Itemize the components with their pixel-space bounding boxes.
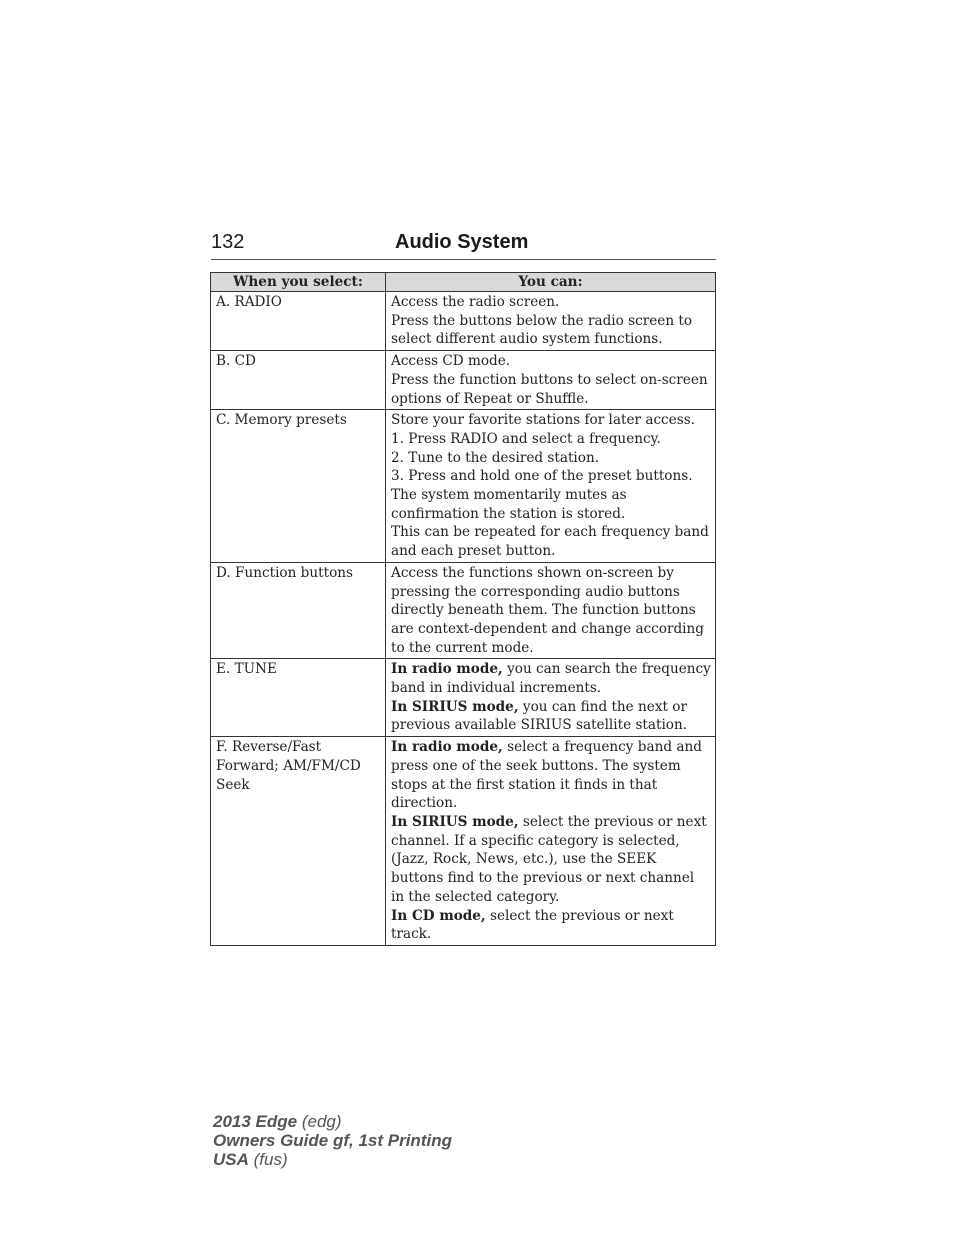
- description-line: [391, 698, 711, 735]
- description-text: Access CD mode.: [391, 353, 511, 370]
- footer-model-code: (edg): [297, 1112, 342, 1131]
- description-line: [391, 564, 711, 658]
- table-row: [211, 737, 716, 946]
- table-row: [211, 351, 716, 410]
- description-text: Store your favorite stations for later access.: [391, 412, 695, 429]
- table-row: [211, 562, 716, 659]
- description-line: [391, 449, 711, 468]
- table-body: [211, 292, 716, 946]
- footer-print-info: [213, 1112, 452, 1169]
- description-text: This can be repeated for each frequency band and each preset button.: [391, 524, 709, 560]
- page-header: [211, 229, 716, 260]
- row-select-cell: E. TUNE: [211, 659, 386, 737]
- description-text: Access the functions shown on-screen by pressing the corresponding audio buttons directly beneath them. The function buttons are context-dependent and change according to the current mode.: [391, 564, 704, 656]
- description-line: [391, 411, 711, 430]
- description-line: [391, 813, 711, 907]
- footer-line-guide: [213, 1131, 452, 1150]
- description-line: [391, 907, 711, 944]
- footer-market: USA: [213, 1150, 249, 1169]
- table-row: [211, 410, 716, 563]
- row-description-cell: [386, 737, 716, 946]
- description-text: you can find the next or previous available SIRIUS satellite station.: [391, 698, 688, 734]
- description-text: select a frequency band and press one of the seek buttons. The system stops at the first station it finds in that direction.: [391, 739, 702, 812]
- table-header-row: [211, 273, 716, 292]
- description-line: [391, 738, 711, 813]
- mode-label: In radio mode,: [391, 661, 503, 678]
- row-select-cell: A. RADIO: [211, 292, 386, 351]
- description-line: [391, 352, 711, 371]
- row-description-cell: [386, 659, 716, 737]
- column-header-can: You can:: [386, 273, 716, 292]
- description-text: Press the function buttons to select on-screen options of Repeat or Shuffle.: [391, 371, 708, 407]
- column-header-select: When you select:: [211, 273, 386, 292]
- description-line: [391, 523, 711, 560]
- table-row: [211, 659, 716, 737]
- mode-label: In SIRIUS mode,: [391, 813, 519, 830]
- footer-line-model: [213, 1112, 452, 1131]
- mode-label: In CD mode,: [391, 907, 486, 924]
- description-text: Press the buttons below the radio screen to select different audio system functions.: [391, 312, 693, 348]
- footer-model: 2013 Edge: [213, 1112, 298, 1131]
- description-line: [391, 660, 711, 697]
- mode-label: In SIRIUS mode,: [391, 698, 519, 715]
- description-line: [391, 371, 711, 408]
- description-text: select the previous or next channel. If a specific category is selected, (Jazz, Rock, News, etc.), use the SEEK buttons find to the previous or next channel in the selected category.: [391, 813, 707, 905]
- description-line: [391, 312, 711, 349]
- table-row: [211, 292, 716, 351]
- description-text: 2. Tune to the desired station.: [391, 449, 600, 466]
- row-description-cell: [386, 351, 716, 410]
- row-select-cell: F. Reverse/Fast Forward; AM/FM/CD Seek: [211, 737, 386, 946]
- description-line: [391, 293, 711, 312]
- audio-controls-table: [210, 272, 716, 946]
- description-line: [391, 430, 711, 449]
- row-description-cell: [386, 562, 716, 659]
- row-select-cell: C. Memory presets: [211, 410, 386, 563]
- section-title: Audio System: [395, 231, 529, 253]
- footer-guide: Owners Guide gf, 1st Printing: [213, 1131, 452, 1150]
- description-text: select the previous or next track.: [391, 907, 674, 943]
- row-description-cell: [386, 410, 716, 563]
- description-line: [391, 467, 711, 523]
- description-text: 3. Press and hold one of the preset buttons. The system momentarily mutes as confirmation the station is stored.: [391, 468, 693, 522]
- description-text: Access the radio screen.: [391, 294, 560, 310]
- row-description-cell: [386, 292, 716, 351]
- footer-market-code: (fus): [248, 1150, 288, 1169]
- row-select-cell: B. CD: [211, 351, 386, 410]
- row-select-cell: D. Function buttons: [211, 562, 386, 659]
- mode-label: In radio mode,: [391, 739, 503, 756]
- footer-line-market: [213, 1150, 452, 1169]
- description-text: 1. Press RADIO and select a frequency.: [391, 430, 661, 447]
- description-text: you can search the frequency band in individual increments.: [391, 661, 711, 697]
- page-number: 132: [211, 231, 245, 253]
